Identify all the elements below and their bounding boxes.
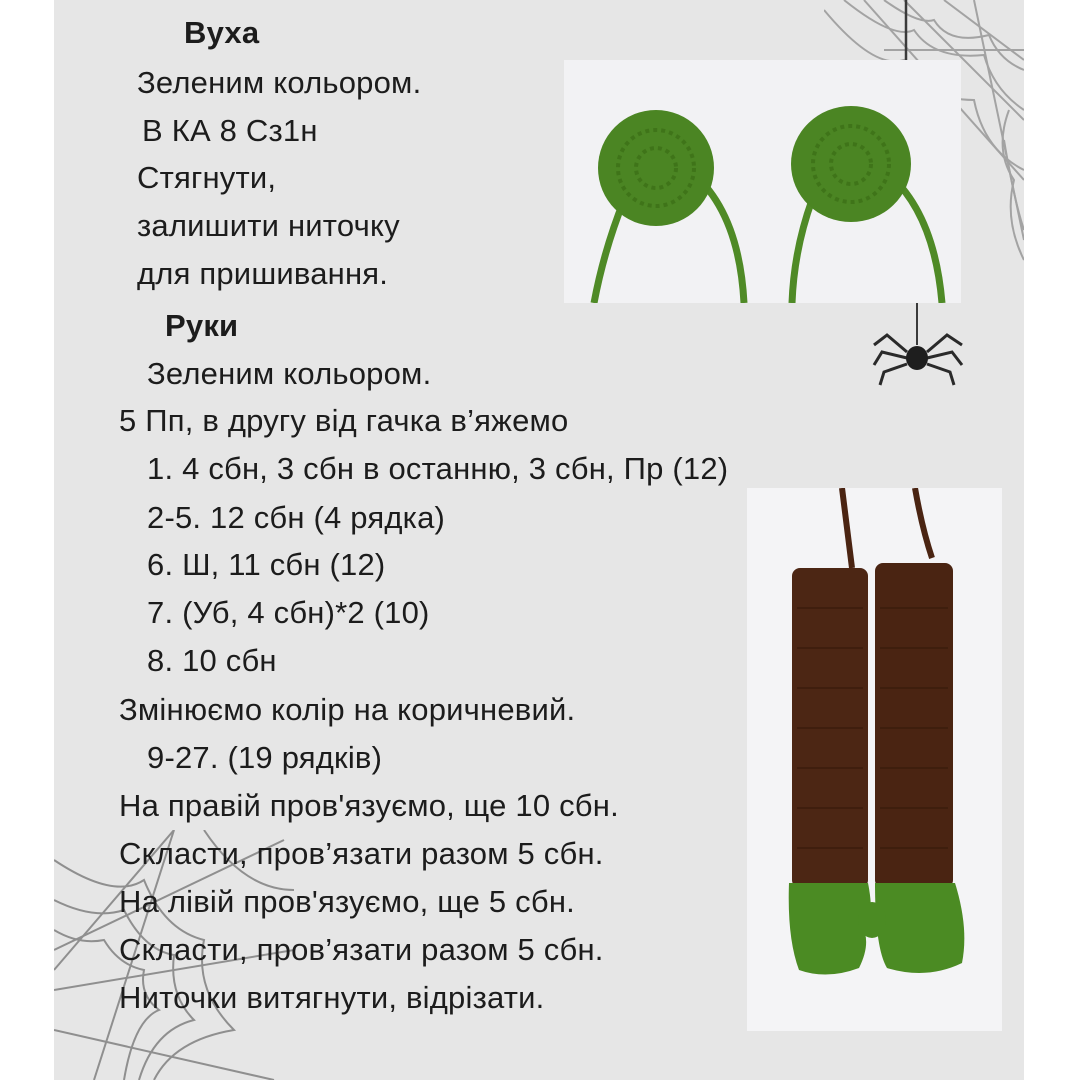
arms-finish-3: На лівій пров'язуємо, ще 5 сбн. <box>119 884 575 919</box>
arms-rows-brown: 9-27. (19 рядків) <box>147 740 383 775</box>
arms-photo <box>747 488 1002 1031</box>
arms-finish-4: Скласти, пров’язати разом 5 сбн. <box>119 932 604 967</box>
arms-finish-2: Скласти, пров’язати разом 5 сбн. <box>119 836 604 871</box>
ears-line-3: Стягнути, <box>137 160 277 195</box>
arms-row-3: 6. Ш, 11 сбн (12) <box>147 547 386 582</box>
arms-row-4: 7. (Уб, 4 сбн)*2 (10) <box>147 595 430 630</box>
arms-color-change: Змінюємо колір на коричневий. <box>119 692 576 727</box>
pattern-page <box>54 0 1024 1080</box>
spider-icon <box>872 290 972 390</box>
ears-photo <box>564 60 961 303</box>
ears-line-5: для пришивання. <box>137 256 389 291</box>
ears-heading: Вуха <box>184 15 260 50</box>
arms-row-5: 8. 10 сбн <box>147 643 277 678</box>
arms-row-2: 2-5. 12 сбн (4 рядка) <box>147 500 446 535</box>
ears-line-4: залишити ниточку <box>137 208 400 243</box>
ears-line-2: В КА 8 Сз1н <box>142 113 318 148</box>
arms-finish-1: На правій пров'язуємо, ще 10 сбн. <box>119 788 619 823</box>
arms-color-line: Зеленим кольором. <box>147 356 432 391</box>
ears-line-1: Зеленим кольором. <box>137 65 422 100</box>
arms-start-line: 5 Пп, в другу від гачка в’яжемо <box>119 403 569 438</box>
arms-finish-5: Ниточки витягнути, відрізати. <box>119 980 545 1015</box>
arms-heading: Руки <box>165 308 239 343</box>
arms-row-1: 1. 4 сбн, 3 сбн в останню, 3 сбн, Пр (12) <box>147 451 729 486</box>
